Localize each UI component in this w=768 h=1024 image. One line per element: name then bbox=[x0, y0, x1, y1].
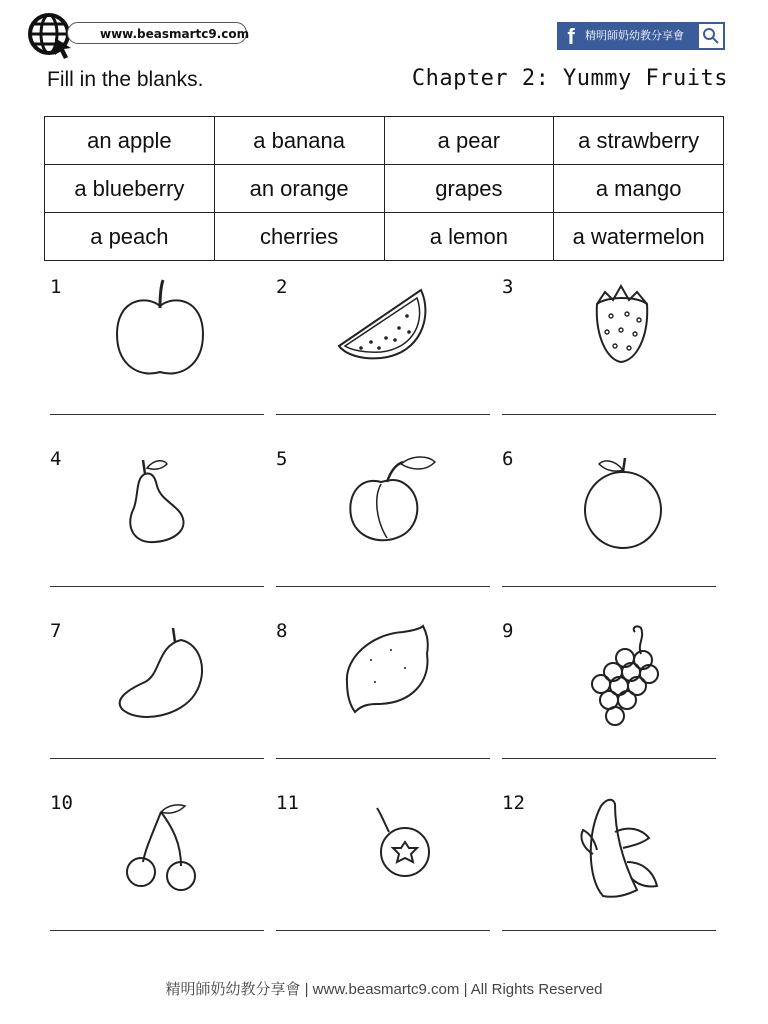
word-bank-cell: grapes bbox=[384, 165, 554, 213]
word-bank-row bbox=[45, 117, 724, 165]
word-bank-row bbox=[45, 165, 724, 213]
item-number: 4 bbox=[50, 448, 62, 470]
lemon-icon bbox=[331, 620, 441, 730]
exercise-item-9 bbox=[502, 620, 722, 790]
word-bank bbox=[44, 116, 724, 261]
word-bank-cell: a blueberry bbox=[45, 165, 215, 213]
answer-line[interactable] bbox=[276, 586, 490, 587]
exercise-item-10 bbox=[50, 792, 270, 962]
apple-icon bbox=[105, 276, 215, 386]
item-number: 6 bbox=[502, 448, 514, 470]
orange-icon bbox=[557, 448, 667, 558]
answer-line[interactable] bbox=[276, 414, 490, 415]
word-bank-cell: an apple bbox=[45, 117, 215, 165]
word-bank-cell: a strawberry bbox=[554, 117, 724, 165]
pear-icon bbox=[105, 448, 215, 558]
word-bank-cell: cherries bbox=[214, 213, 384, 261]
exercise-item-11 bbox=[276, 792, 496, 962]
exercise-item-2 bbox=[276, 276, 496, 446]
chapter-title: Chapter 2: Yummy Fruits bbox=[411, 66, 728, 91]
strawberry-icon bbox=[557, 276, 667, 386]
item-number: 10 bbox=[50, 792, 73, 814]
facebook-label: 精明師奶幼教分享會 bbox=[583, 24, 699, 48]
exercise-item-4 bbox=[50, 448, 270, 618]
answer-line[interactable] bbox=[276, 758, 490, 759]
mango-icon bbox=[105, 620, 215, 730]
answer-line[interactable] bbox=[502, 758, 716, 759]
word-bank-cell: a watermelon bbox=[554, 213, 724, 261]
item-number: 9 bbox=[502, 620, 514, 642]
item-number: 3 bbox=[502, 276, 514, 298]
answer-line[interactable] bbox=[50, 414, 264, 415]
grapes-icon bbox=[557, 620, 667, 730]
word-bank-row bbox=[45, 213, 724, 261]
exercise-item-1 bbox=[50, 276, 270, 446]
exercise-item-5 bbox=[276, 448, 496, 618]
answer-line[interactable] bbox=[502, 586, 716, 587]
exercise-item-12 bbox=[502, 792, 722, 962]
footer-copyright: 精明師奶幼教分享會 | www.beasmartc9.com | All Rights Reserved bbox=[165, 981, 603, 998]
website-url: www.beasmartc9.com bbox=[67, 22, 247, 44]
answer-line[interactable] bbox=[50, 586, 264, 587]
item-number: 2 bbox=[276, 276, 288, 298]
item-number: 1 bbox=[50, 276, 62, 298]
word-bank-cell: a mango bbox=[554, 165, 724, 213]
banana-icon bbox=[557, 792, 667, 902]
blueberry-icon bbox=[331, 792, 441, 902]
exercise-item-6 bbox=[502, 448, 722, 618]
exercise-item-3 bbox=[502, 276, 722, 446]
item-number: 7 bbox=[50, 620, 62, 642]
facebook-badge bbox=[557, 22, 725, 50]
cherries-icon bbox=[105, 792, 215, 902]
exercise-item-8 bbox=[276, 620, 496, 790]
answer-line[interactable] bbox=[276, 930, 490, 931]
facebook-icon: f bbox=[559, 24, 583, 48]
peach-icon bbox=[331, 448, 441, 558]
word-bank-cell: a banana bbox=[214, 117, 384, 165]
answer-line[interactable] bbox=[50, 930, 264, 931]
answer-line[interactable] bbox=[502, 930, 716, 931]
exercise-item-7 bbox=[50, 620, 270, 790]
word-bank-cell: an orange bbox=[214, 165, 384, 213]
website-badge bbox=[27, 12, 250, 58]
item-number: 8 bbox=[276, 620, 288, 642]
word-bank-cell: a lemon bbox=[384, 213, 554, 261]
answer-line[interactable] bbox=[50, 758, 264, 759]
item-number: 12 bbox=[502, 792, 525, 814]
item-number: 5 bbox=[276, 448, 288, 470]
watermelon-icon bbox=[331, 276, 441, 386]
word-bank-cell: a peach bbox=[45, 213, 215, 261]
search-icon bbox=[699, 24, 723, 48]
instruction: Fill in the blanks. bbox=[47, 68, 204, 91]
item-number: 11 bbox=[276, 792, 299, 814]
answer-line[interactable] bbox=[502, 414, 716, 415]
word-bank-cell: a pear bbox=[384, 117, 554, 165]
